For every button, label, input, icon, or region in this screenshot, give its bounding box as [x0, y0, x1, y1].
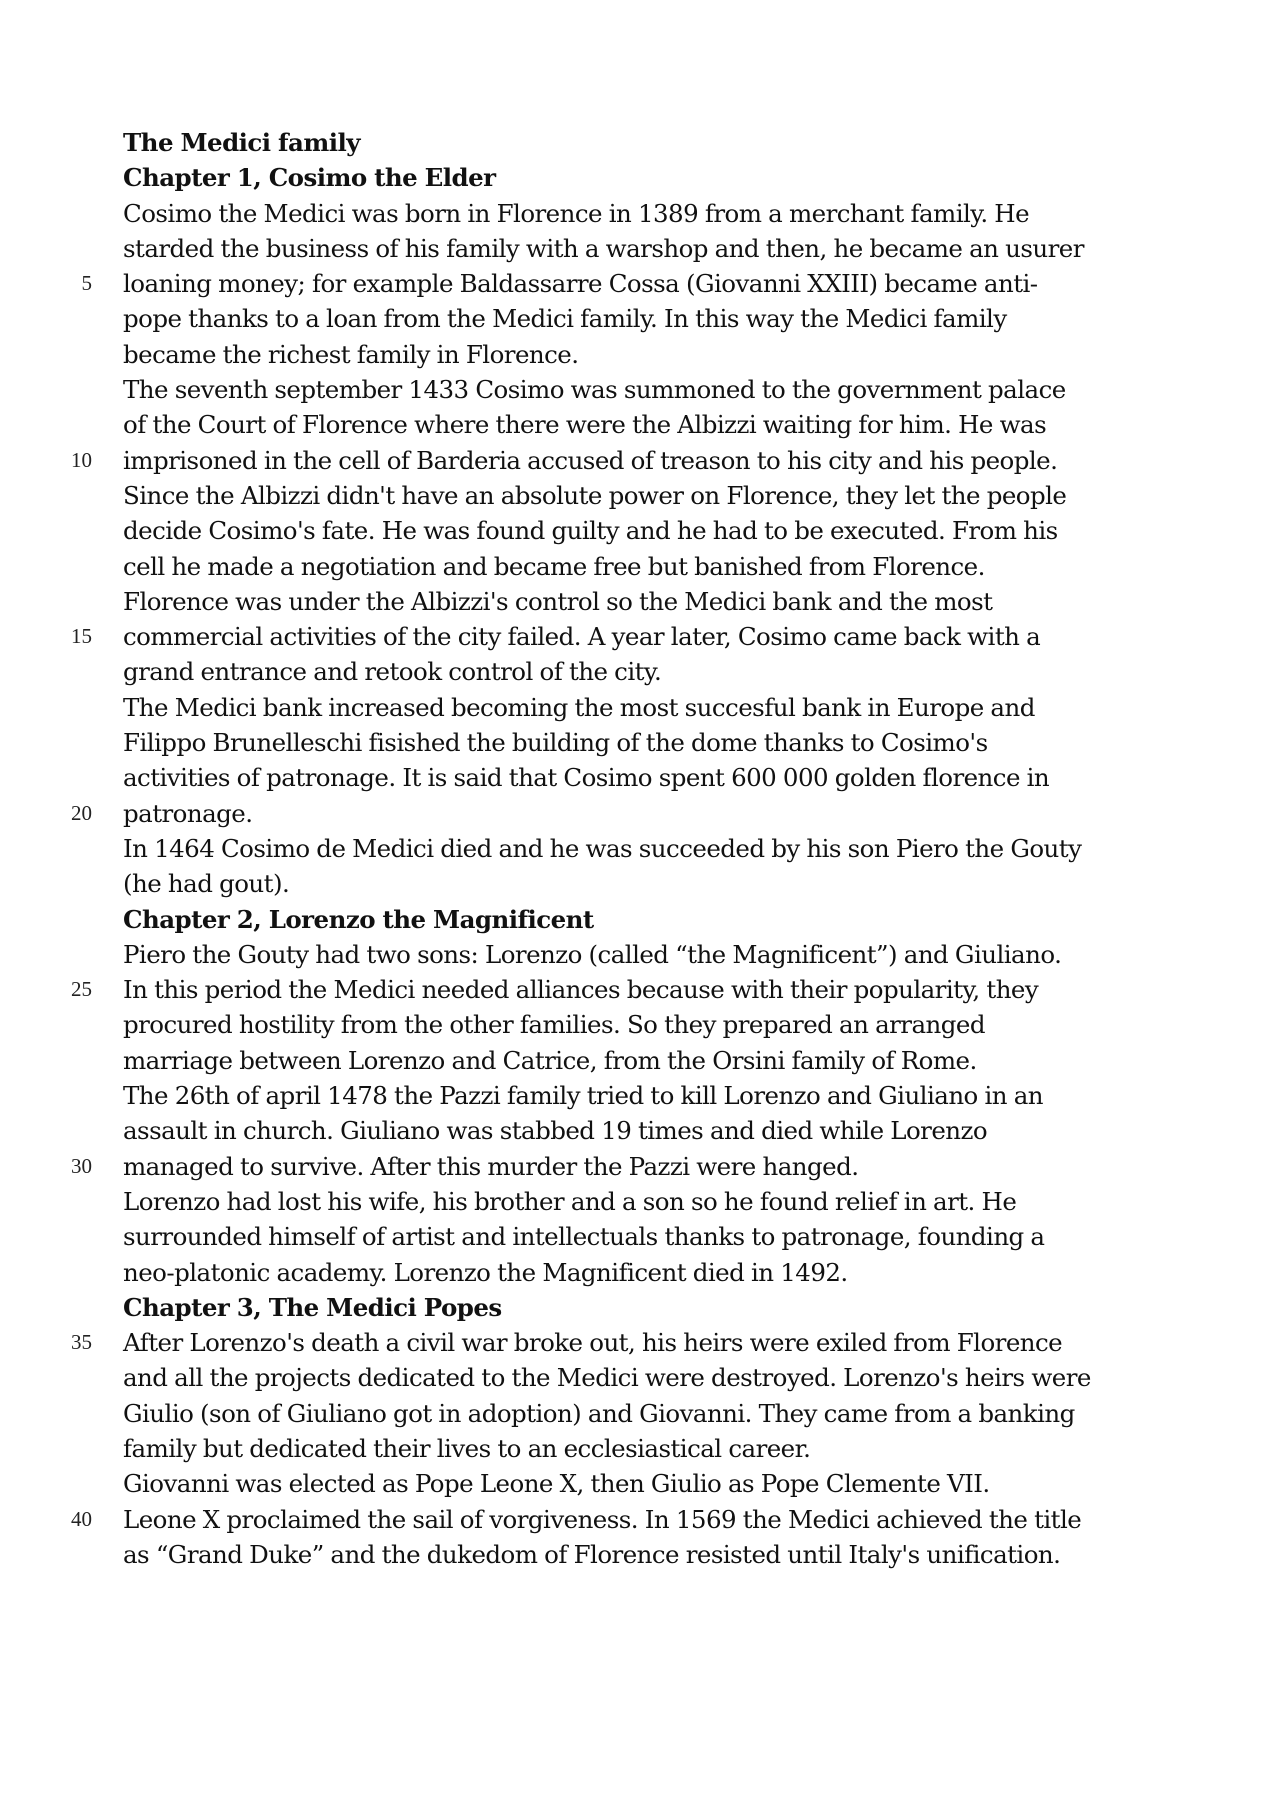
paragraph-text: imprisoned in the cell of Barderia accused of treason to his city and his people. — [123, 445, 1058, 475]
paragraph-text: (he had gout). — [123, 869, 290, 899]
text-line — [0, 937, 1280, 972]
text-line — [0, 443, 1280, 478]
text-line — [0, 690, 1280, 725]
text-line — [0, 1255, 1280, 1290]
heading-line — [0, 160, 1280, 195]
paragraph-text: Cosimo the Medici was born in Florence in 1389 from a merchant family. He — [123, 198, 1030, 228]
text-line — [0, 231, 1280, 266]
paragraph-text: procured hostility from the other families. So they prepared an arranged — [123, 1010, 985, 1040]
document-body — [0, 125, 1280, 1572]
text-line — [0, 760, 1280, 795]
text-line — [0, 972, 1280, 1007]
paragraph-text: In 1464 Cosimo de Medici died and he was succeeded by his son Piero the Gouty — [123, 833, 1082, 863]
paragraph-text: and all the projects dedicated to the Medici were destroyed. Lorenzo's heirs were — [123, 1363, 1091, 1393]
paragraph-text: Lorenzo had lost his wife, his brother and a son so he found relief in art. He — [123, 1186, 1017, 1216]
paragraph-text: The 26th of april 1478 the Pazzi family tried to kill Lorenzo and Giuliano in an — [123, 1081, 1044, 1111]
paragraph-text: In this period the Medici needed alliances because with their popularity, they — [123, 975, 1039, 1005]
paragraph-text: managed to survive. After this murder the Pazzi were hanged. — [123, 1151, 859, 1181]
heading-line — [0, 902, 1280, 937]
paragraph-text: surrounded himself of artist and intellectuals thanks to patronage, founding a — [123, 1222, 1045, 1252]
paragraph-text: pope thanks to a loan from the Medici family. In this way the Medici family — [123, 304, 1007, 334]
text-line — [0, 372, 1280, 407]
paragraph-text: marriage between Lorenzo and Catrice, from the Orsini family of Rome. — [123, 1045, 977, 1075]
text-line — [0, 1431, 1280, 1466]
section-heading: Chapter 1, Cosimo the Elder — [123, 163, 496, 193]
text-line — [0, 1360, 1280, 1395]
text-line — [0, 1184, 1280, 1219]
text-line — [0, 1149, 1280, 1184]
paragraph-text: commercial activities of the city failed. A year later, Cosimo came back with a — [123, 622, 1041, 652]
paragraph-text: Since the Albizzi didn't have an absolute power on Florence, they let the people — [123, 480, 1067, 510]
paragraph-text: loaning money; for example Baldassarre Cossa (Giovanni XXIII) became anti- — [123, 269, 1038, 299]
paragraph-text: The seventh september 1433 Cosimo was summoned to the government palace — [123, 375, 1066, 405]
line-number: 20 — [71, 800, 92, 825]
paragraph-text: cell he made a negotiation and became free but banished from Florence. — [123, 551, 985, 581]
text-line — [0, 1325, 1280, 1360]
paragraph-text: After Lorenzo's death a civil war broke out, his heirs were exiled from Florence — [123, 1328, 1063, 1358]
paragraph-text: family but dedicated their lives to an ecclesiastical career. — [123, 1433, 811, 1463]
text-line — [0, 796, 1280, 831]
paragraph-text: Piero the Gouty had two sons: Lorenzo (called “the Magnificent”) and Giuliano. — [123, 939, 1062, 969]
text-line — [0, 1537, 1280, 1572]
text-line — [0, 1396, 1280, 1431]
line-number: 15 — [71, 624, 92, 649]
text-line — [0, 266, 1280, 301]
paragraph-text: became the richest family in Florence. — [123, 339, 579, 369]
paragraph-text: neo-platonic academy. Lorenzo the Magnificent died in 1492. — [123, 1257, 848, 1287]
line-number: 35 — [71, 1330, 92, 1355]
line-number: 5 — [81, 271, 92, 296]
paragraph-text: Giovanni was elected as Pope Leone X, then Giulio as Pope Clemente VII. — [123, 1469, 990, 1499]
text-line — [0, 1113, 1280, 1148]
text-line — [0, 549, 1280, 584]
text-line — [0, 654, 1280, 689]
text-line — [0, 831, 1280, 866]
text-line — [0, 337, 1280, 372]
paragraph-text: Florence was under the Albizzi's control so the Medici bank and the most — [123, 586, 993, 616]
text-line — [0, 584, 1280, 619]
text-line — [0, 478, 1280, 513]
text-line — [0, 1502, 1280, 1537]
paragraph-text: decide Cosimo's fate. He was found guilty and he had to be executed. From his — [123, 516, 1058, 546]
paragraph-text: grand entrance and retook control of the city. — [123, 657, 662, 687]
text-line — [0, 1043, 1280, 1078]
text-line — [0, 407, 1280, 442]
paragraph-text: Giulio (son of Giuliano got in adoption) and Giovanni. They came from a banking — [123, 1398, 1075, 1428]
text-line — [0, 1466, 1280, 1501]
text-line — [0, 196, 1280, 231]
text-line — [0, 1007, 1280, 1042]
line-number: 25 — [71, 977, 92, 1002]
paragraph-text: patronage. — [123, 798, 253, 828]
heading-line — [0, 1290, 1280, 1325]
paragraph-text: of the Court of Florence where there were the Albizzi waiting for him. He was — [123, 410, 1047, 440]
text-line — [0, 1219, 1280, 1254]
section-heading: Chapter 2, Lorenzo the Magnificent — [123, 904, 594, 934]
paragraph-text: starded the business of his family with a warshop and then, he became an usurer — [123, 233, 1084, 263]
text-line — [0, 725, 1280, 760]
text-line — [0, 513, 1280, 548]
line-number: 30 — [71, 1153, 92, 1178]
paragraph-text: assault in church. Giuliano was stabbed 19 times and died while Lorenzo — [123, 1116, 988, 1146]
paragraph-text: Filippo Brunelleschi fisished the building of the dome thanks to Cosimo's — [123, 728, 988, 758]
line-number: 10 — [71, 447, 92, 472]
text-line — [0, 1078, 1280, 1113]
paragraph-text: Leone X proclaimed the sail of vorgiveness. In 1569 the Medici achieved the title — [123, 1504, 1082, 1534]
text-line — [0, 301, 1280, 336]
section-heading: Chapter 3, The Medici Popes — [123, 1292, 502, 1322]
text-line — [0, 866, 1280, 901]
line-number: 40 — [71, 1506, 92, 1531]
heading-line — [0, 125, 1280, 160]
section-heading: The Medici family — [123, 128, 360, 157]
text-line — [0, 619, 1280, 654]
paragraph-text: as “Grand Duke” and the dukedom of Florence resisted until Italy's unification. — [123, 1539, 1061, 1569]
paragraph-text: The Medici bank increased becoming the most succesful bank in Europe and — [123, 692, 1035, 722]
paragraph-text: activities of patronage. It is said that Cosimo spent 600 000 golden florence in — [123, 763, 1050, 793]
